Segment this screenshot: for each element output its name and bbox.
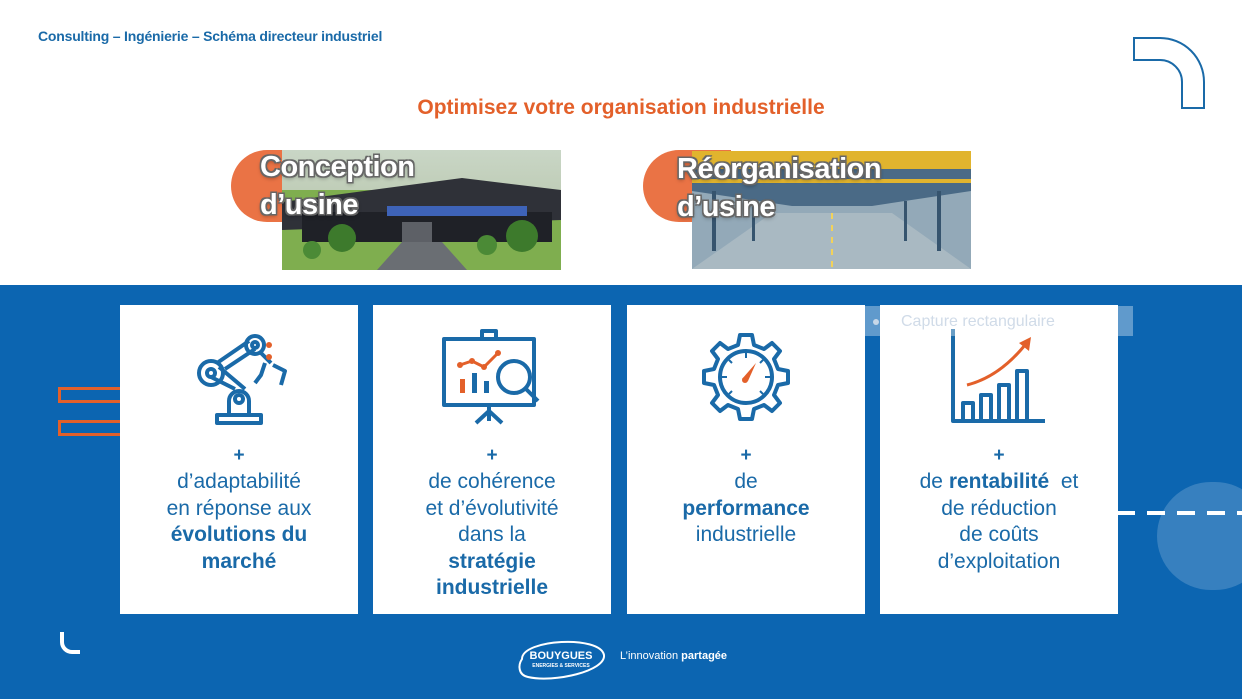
card-text: d’adaptabilité en réponse aux évolutions du marché	[166, 470, 312, 573]
photo-label-reorganisation: Réorganisation d’usine	[677, 153, 882, 223]
card-text: de cohérence et d’évolutivité dans la stratégie industrielle	[425, 470, 559, 599]
plus-sign: +	[486, 445, 498, 466]
bouygues-logo	[514, 633, 608, 683]
photo-label-conception: Conception d’usine	[260, 151, 415, 221]
card-text: de performance industrielle	[682, 470, 810, 546]
presentation-chart-icon	[442, 327, 542, 427]
card-text: de rentabilité et de réduction de coûts d’exploitation	[919, 470, 1079, 573]
svg-text:BOUYGUES: BOUYGUES	[529, 650, 593, 662]
benefit-card-performance	[627, 305, 865, 614]
breadcrumb: Consulting – Ingénierie – Schéma directeur industriel	[38, 28, 383, 44]
page-title: Optimisez votre organisation industrielle	[417, 96, 825, 119]
dashed-line-decoration	[1117, 510, 1242, 516]
plus-sign: +	[233, 445, 245, 466]
plus-sign: +	[993, 445, 1005, 466]
svg-text:ENERGIES & SERVICES: ENERGIES & SERVICES	[532, 663, 590, 669]
gear-gauge-icon	[696, 327, 796, 427]
benefit-card-coherence	[373, 305, 611, 614]
growth-chart-icon	[949, 327, 1049, 427]
robot-arm-icon	[189, 327, 289, 427]
corner-bracket-icon	[58, 630, 84, 656]
benefit-card-profitability	[880, 305, 1118, 614]
capture-dot-icon	[873, 319, 879, 325]
decorative-arc-icon	[1130, 36, 1210, 112]
capture-label: Capture rectangulaire	[901, 313, 1055, 330]
benefit-card-adaptability	[120, 305, 358, 614]
tagline: L’innovation partagée	[620, 650, 728, 662]
plus-sign: +	[740, 445, 752, 466]
